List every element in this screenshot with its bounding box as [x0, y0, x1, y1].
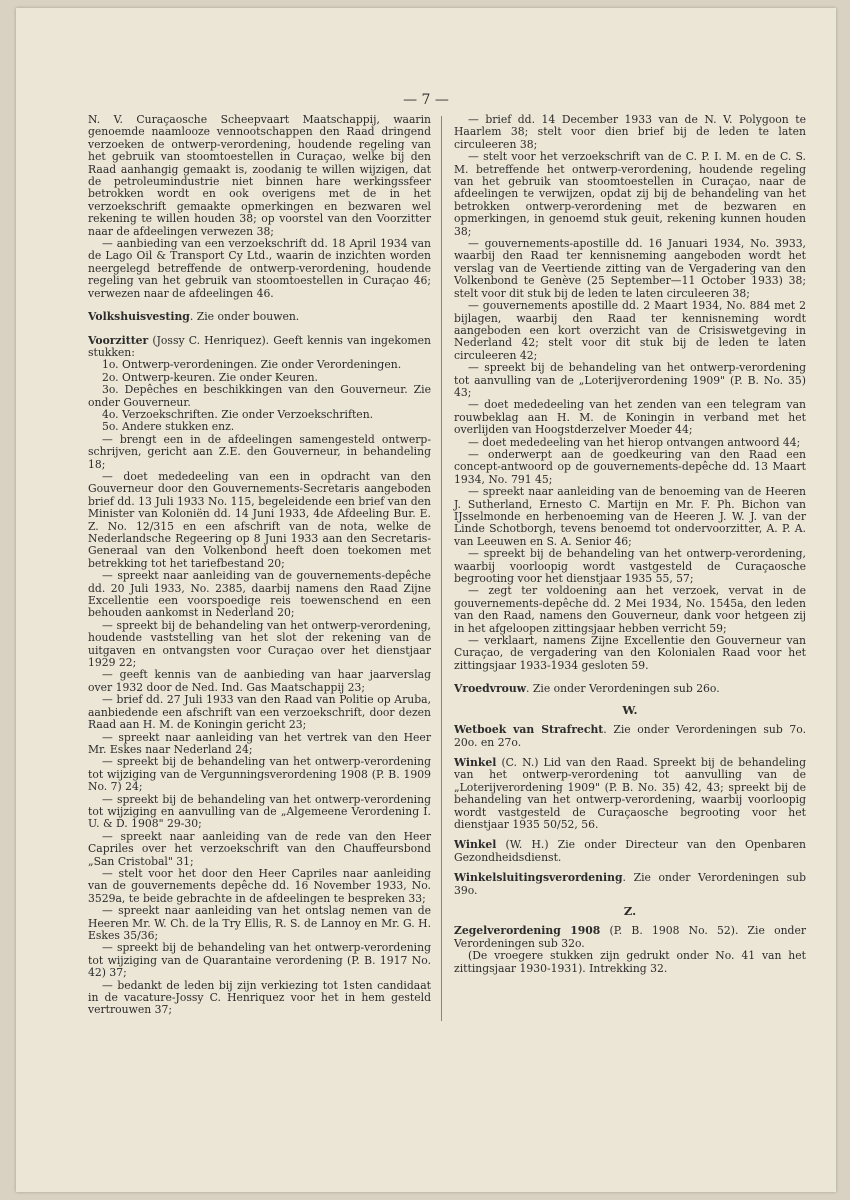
entry-text: — verklaart, namens Zijne Excellentie den Gouverneur van Curaçao, de vergadering van den Kolonialen Raad voor het zittingsjaar 1933-1934 gesloten 59. — [454, 634, 806, 672]
index-entry — [454, 757, 806, 831]
entry-paragraph — [454, 635, 806, 672]
entry-text: 4o. Verzoekschriften. Zie onder Verzoekschriften. — [102, 407, 374, 421]
entry-paragraph — [88, 905, 431, 942]
entry-text: — spreekt bij de behandeling van het ontwerp-verordening tot wijziging van de Quarantaine verordening (P. B. 1917 No. 42) 37; — [88, 941, 431, 980]
entry-text: — spreekt bij de behandeling van het ontwerp-verordening tot wijziging van de Vergunningsverordening 1908 (P. B. 1909 No. 7) 24; — [88, 755, 431, 794]
entry-paragraph — [88, 471, 431, 570]
entry-text: — spreekt bij de behandeling van het ontwerp-verordening tot aanvulling van de „Loterijverordening 1909" (P. B. No. 35) 43; — [454, 361, 806, 399]
entry-paragraph — [88, 114, 431, 238]
entry-heading: Vroedvrouw — [454, 682, 526, 696]
entry-text: . Zie onder Verordeningen sub 26o. — [526, 682, 720, 696]
entry-paragraph — [88, 238, 431, 300]
index-entry — [454, 683, 806, 695]
entry-heading: Voorzitter — [88, 333, 149, 347]
entry-text: . Zie onder bouwen. — [189, 310, 300, 324]
index-entry — [454, 925, 806, 950]
index-entry — [454, 724, 806, 749]
entry-paragraph — [454, 151, 806, 238]
entry-text: . Zie onder Verordeningen sub 7o. 20o. en 27o. — [454, 723, 807, 749]
entry-text: — doet mededeeling van een in opdracht van den Gouverneur door den Gouvernements-Secretaris aangeboden brief dd. 13 Juli 1933 No. 115, begeleidende een brief van den Minister van Koloniën dd. 14 Juni 1933, 4de Afdeeling Bur. E. Z. No. 12/315 en een afschrift van de nota, welke de Nederlandsche Regeering op 8 Juni 1933 aan den Secretaris-Generaal van den Volkenbond heeft doen toekomen met betrekking tot het tariefbestand 20; — [88, 469, 431, 570]
entry-text: — onderwerpt aan de goedkeuring van den Raad een concept-antwoord op de gouvernements-depêche dd. 13 Maart 1934, No. 791 45; — [454, 447, 806, 486]
entry-text: — bedankt de leden bij zijn verkiezing tot 1sten candidaat in de vacature-Jossy C. Henriquez voor het in hem gesteld vertrouwen 37; — [88, 978, 431, 1017]
entry-text: — stelt voor het door den Heer Capriles naar aanleiding van de gouvernements depêche dd. 16 November 1933, No. 3529a, te beide gebrachte in de afdeelingen te bespreken 33; — [88, 866, 431, 905]
entry-text: — spreekt bij de behandeling van het ontwerp-verordening, waarbij voorloopig wordt vastgesteld de Curaçaosche begrooting voor het dienstjaar 1935 55, 57; — [454, 547, 806, 586]
entry-heading: Wetboek van Strafrecht — [454, 723, 604, 737]
entry-text: 3o. Depêches en beschikkingen van den Gouverneur. Zie onder Gouverneur. — [88, 383, 431, 409]
entry-paragraph — [454, 238, 806, 300]
index-entry — [454, 839, 806, 864]
entry-paragraph — [454, 300, 806, 362]
entry-text: — brengt een in de afdeelingen samengesteld ontwerp-schrijven, gericht aan Z.E. den Gouverneur, in behandeling 18; — [88, 432, 431, 471]
entry-paragraph — [454, 950, 806, 975]
entry-heading: Zegelverordening 1908 — [454, 924, 601, 938]
entry-heading: Winkelsluitingsverordening — [454, 871, 623, 885]
left-column — [88, 114, 431, 1017]
section-letter: Z. — [623, 903, 637, 918]
entry-heading: Winkel — [454, 838, 497, 852]
entry-paragraph — [454, 399, 806, 436]
entry-paragraph — [88, 831, 431, 868]
entry-text: 2o. Ontwerp-keuren. Zie onder Keuren. — [102, 370, 318, 384]
entry-paragraph — [88, 570, 431, 620]
entry-text: — spreekt bij de behandeling van het ontwerp-verordening tot wijziging en aanvulling van de „Algemeene Verordening I. U. & D. 1908" 29-30; — [88, 792, 431, 831]
entry-text: . Zie onder Verordeningen sub 39o. — [454, 871, 806, 897]
section-letter: W. — [622, 702, 638, 717]
entry-text: N. V. Curaçaosche Scheepvaart Maatschappij, waarin genoemde naamlooze vennootschappen den Raad dringend verzoeken de ontwerp-verordening, houdende regeling van het gebruik van stoomtoestellen in Curaçao, welke bij den Raad aanhangig gemaakt is, zoodanig te willen wijzigen, dat de petroleumindustrie niet binnen hare werkingssfeer betrokken wordt en ook overigens met de in het verzoekschrift gemaakte opmerkingen en bezwaren wel rekening te willen houden 38; op voorstel van den Voorzitter naar de afdeelingen verwezen 38; — [88, 113, 431, 238]
entry-heading: Volkshuisvesting — [88, 310, 190, 324]
entry-text: — gouvernements apostille dd. 2 Maart 1934, No. 884 met 2 bijlagen, waarbij den Raad ter kennisneming wordt aangeboden een kort overzicht van de Crisiswetgeving in Nederland 42; stelt voor dit stuk bij de leden te laten circuleeren 42; — [454, 299, 806, 362]
entry-paragraph — [88, 732, 431, 757]
entry-text: 5o. Andere stukken enz. — [102, 420, 235, 434]
entry-text: — geeft kennis van de aanbieding van haar jaarverslag over 1932 door de Ned. Ind. Gas Maatschappij 23; — [88, 668, 431, 694]
document-page — [16, 8, 836, 1192]
entry-paragraph — [454, 114, 806, 151]
entry-text: — spreekt bij de behandeling van het ontwerp-verordening, houdende vaststelling van het slot der rekening van de uitgaven en ontvangsten voor Curaçao over het dienstjaar 1929 22; — [88, 618, 431, 670]
entry-paragraph — [88, 384, 431, 409]
entry-text: (C. N.) Lid van den Raad. Spreekt bij de behandeling van het ontwerp-verordening tot aanvulling van de „Loterijverordening 1909" (P. B. No. 35) 42, 43; spreekt bij de behandeling van het ontwerp-verordening, waarbij voorloopig wordt vastgesteld de Curaçaosche begrooting voor het dienstjaar 1935 50/52, 56. — [454, 755, 806, 831]
entry-text: — doet mededeeling van het hierop ontvangen antwoord 44; — [468, 435, 801, 449]
entry-text: — brief dd. 14 December 1933 van de N. V. Polygoon te Haarlem 38; stelt voor dien brief bij de leden te laten circuleeren 38; — [454, 113, 806, 151]
entry-text: 1o. Ontwerp-verordeningen. Zie onder Verordeningen. — [102, 358, 402, 372]
entry-text: — zegt ter voldoening aan het verzoek, vervat in de gouvernements-depêche dd. 2 Mei 1934, No. 1545a, den leden van den Raad, namens den Gouverneur, dank voor hetgeen zij in het afgeloopen zittingsjaar hebben verricht 59; — [454, 584, 806, 635]
entry-text: (De vroegere stukken zijn gedrukt onder No. 41 van het zittingsjaar 1930-1931). Intrekking 32. — [454, 949, 806, 975]
entry-text: (P. B. 1908 No. 52). Zie onder Verordeningen sub 32o. — [454, 924, 806, 950]
entry-paragraph — [454, 449, 806, 486]
entry-text: — spreekt naar aanleiding van het ontslag nemen van de Heeren Mr. W. Ch. de la Try Ellis, R. S. de Lannoy en Mr. G. H. Eskes 35/36; — [88, 904, 431, 942]
entry-text: — stelt voor het verzoekschrift van de C. P. I. M. en de C. S. M. betreffende het ontwerp-verordening, houdende regeling van het gebruik van stoomtoestellen in Curaçao, naar de afdeelingen te verwijzen, opdat zij bij de behandeling van het betrokken ontwerp-verordening met de bezwaren en opmerkingen, in genoemd stuk geuit, rekening kunnen houden 38; — [454, 150, 806, 238]
entry-text: (W. H.) Zie onder Directeur van den Openbaren Gezondheidsdienst. — [454, 838, 806, 864]
entry-text: — spreekt naar aanleiding van de benoeming van de Heeren J. Sutherland, Ernesto C. Martijn en Mr. F. Ph. Bichon van IJsselmonde en herbenoeming van de Heeren J. W. J. van der Linde Schotborgh, tevens benoemd tot ondervoorzitter, A. P. A. van Leeuwen en S. A. Senior 46; — [454, 485, 806, 548]
entry-text: — brief dd. 27 Juli 1933 van den Raad van Politie op Aruba, aanbiedende een afschrift van een verzoekschrift, door dezen Raad aan H. M. de Koningin gericht 23; — [88, 693, 431, 732]
entry-paragraph — [454, 486, 806, 548]
entry-paragraph — [88, 434, 431, 471]
entry-text: — gouvernements-apostille dd. 16 Januari 1934, No. 3933, waarbij den Raad ter kennisneming aangeboden wordt het verslag van de Veertiende zitting van de Vergadering van den Volkenbond te Genève (25 September—11 October 1933) 38; stelt voor dit stuk bij de leden te laten circuleeren 38; — [454, 237, 806, 300]
entry-paragraph — [88, 868, 431, 905]
entry-paragraph — [88, 980, 431, 1017]
entry-paragraph — [454, 548, 806, 585]
entry-text: — doet mededeeling van het zenden van een telegram van rouwbeklag aan H. M. de Koningin in verband met het overlijden van Hoogstderzelver Moeder 44; — [454, 398, 806, 437]
entry-text: — spreekt naar aanleiding van het vertrek van den Heer Mr. Eskes naar Nederland 24; — [88, 730, 431, 756]
entry-text: — spreekt naar aanleiding van de gouvernements-depêche dd. 20 Juli 1933, No. 2385, daarbij namens den Raad Zijne Excellentie een voorspoedige reis toewenschend en een behouden aankomst in Nederland 20; — [88, 569, 431, 620]
index-entry — [454, 872, 806, 897]
column-divider — [441, 116, 442, 1021]
entry-paragraph — [88, 694, 431, 731]
entry-text: — spreekt naar aanleiding van de rede van den Heer Capriles over het verzoekschrift van den Chauffeursbond „San Cristobal" 31; — [88, 829, 431, 868]
entry-text: (Jossy C. Henriquez). Geeft kennis van ingekomen stukken: — [88, 333, 431, 359]
entry-paragraph — [88, 756, 431, 793]
entry-paragraph — [454, 362, 806, 399]
entry-paragraph — [88, 620, 431, 670]
entry-text: — aanbieding van een verzoekschrift dd. 18 April 1934 van de Lago Oil & Transport Cy Ltd., waarin de inzichten worden neergelegd betreffende de ontwerp-verordening, houdende regeling van het gebruik van stoomtoestellen in Curaçao 46; verwezen naar de afdeelingen 46. — [88, 237, 431, 300]
index-entry — [88, 335, 431, 360]
page-number: — 7 — — [403, 92, 449, 108]
entry-paragraph — [88, 942, 431, 979]
entry-heading: Winkel — [454, 755, 497, 769]
index-entry — [88, 311, 431, 323]
entry-paragraph — [454, 585, 806, 635]
entry-paragraph — [88, 794, 431, 831]
entry-paragraph — [88, 669, 431, 694]
right-column — [454, 114, 806, 975]
